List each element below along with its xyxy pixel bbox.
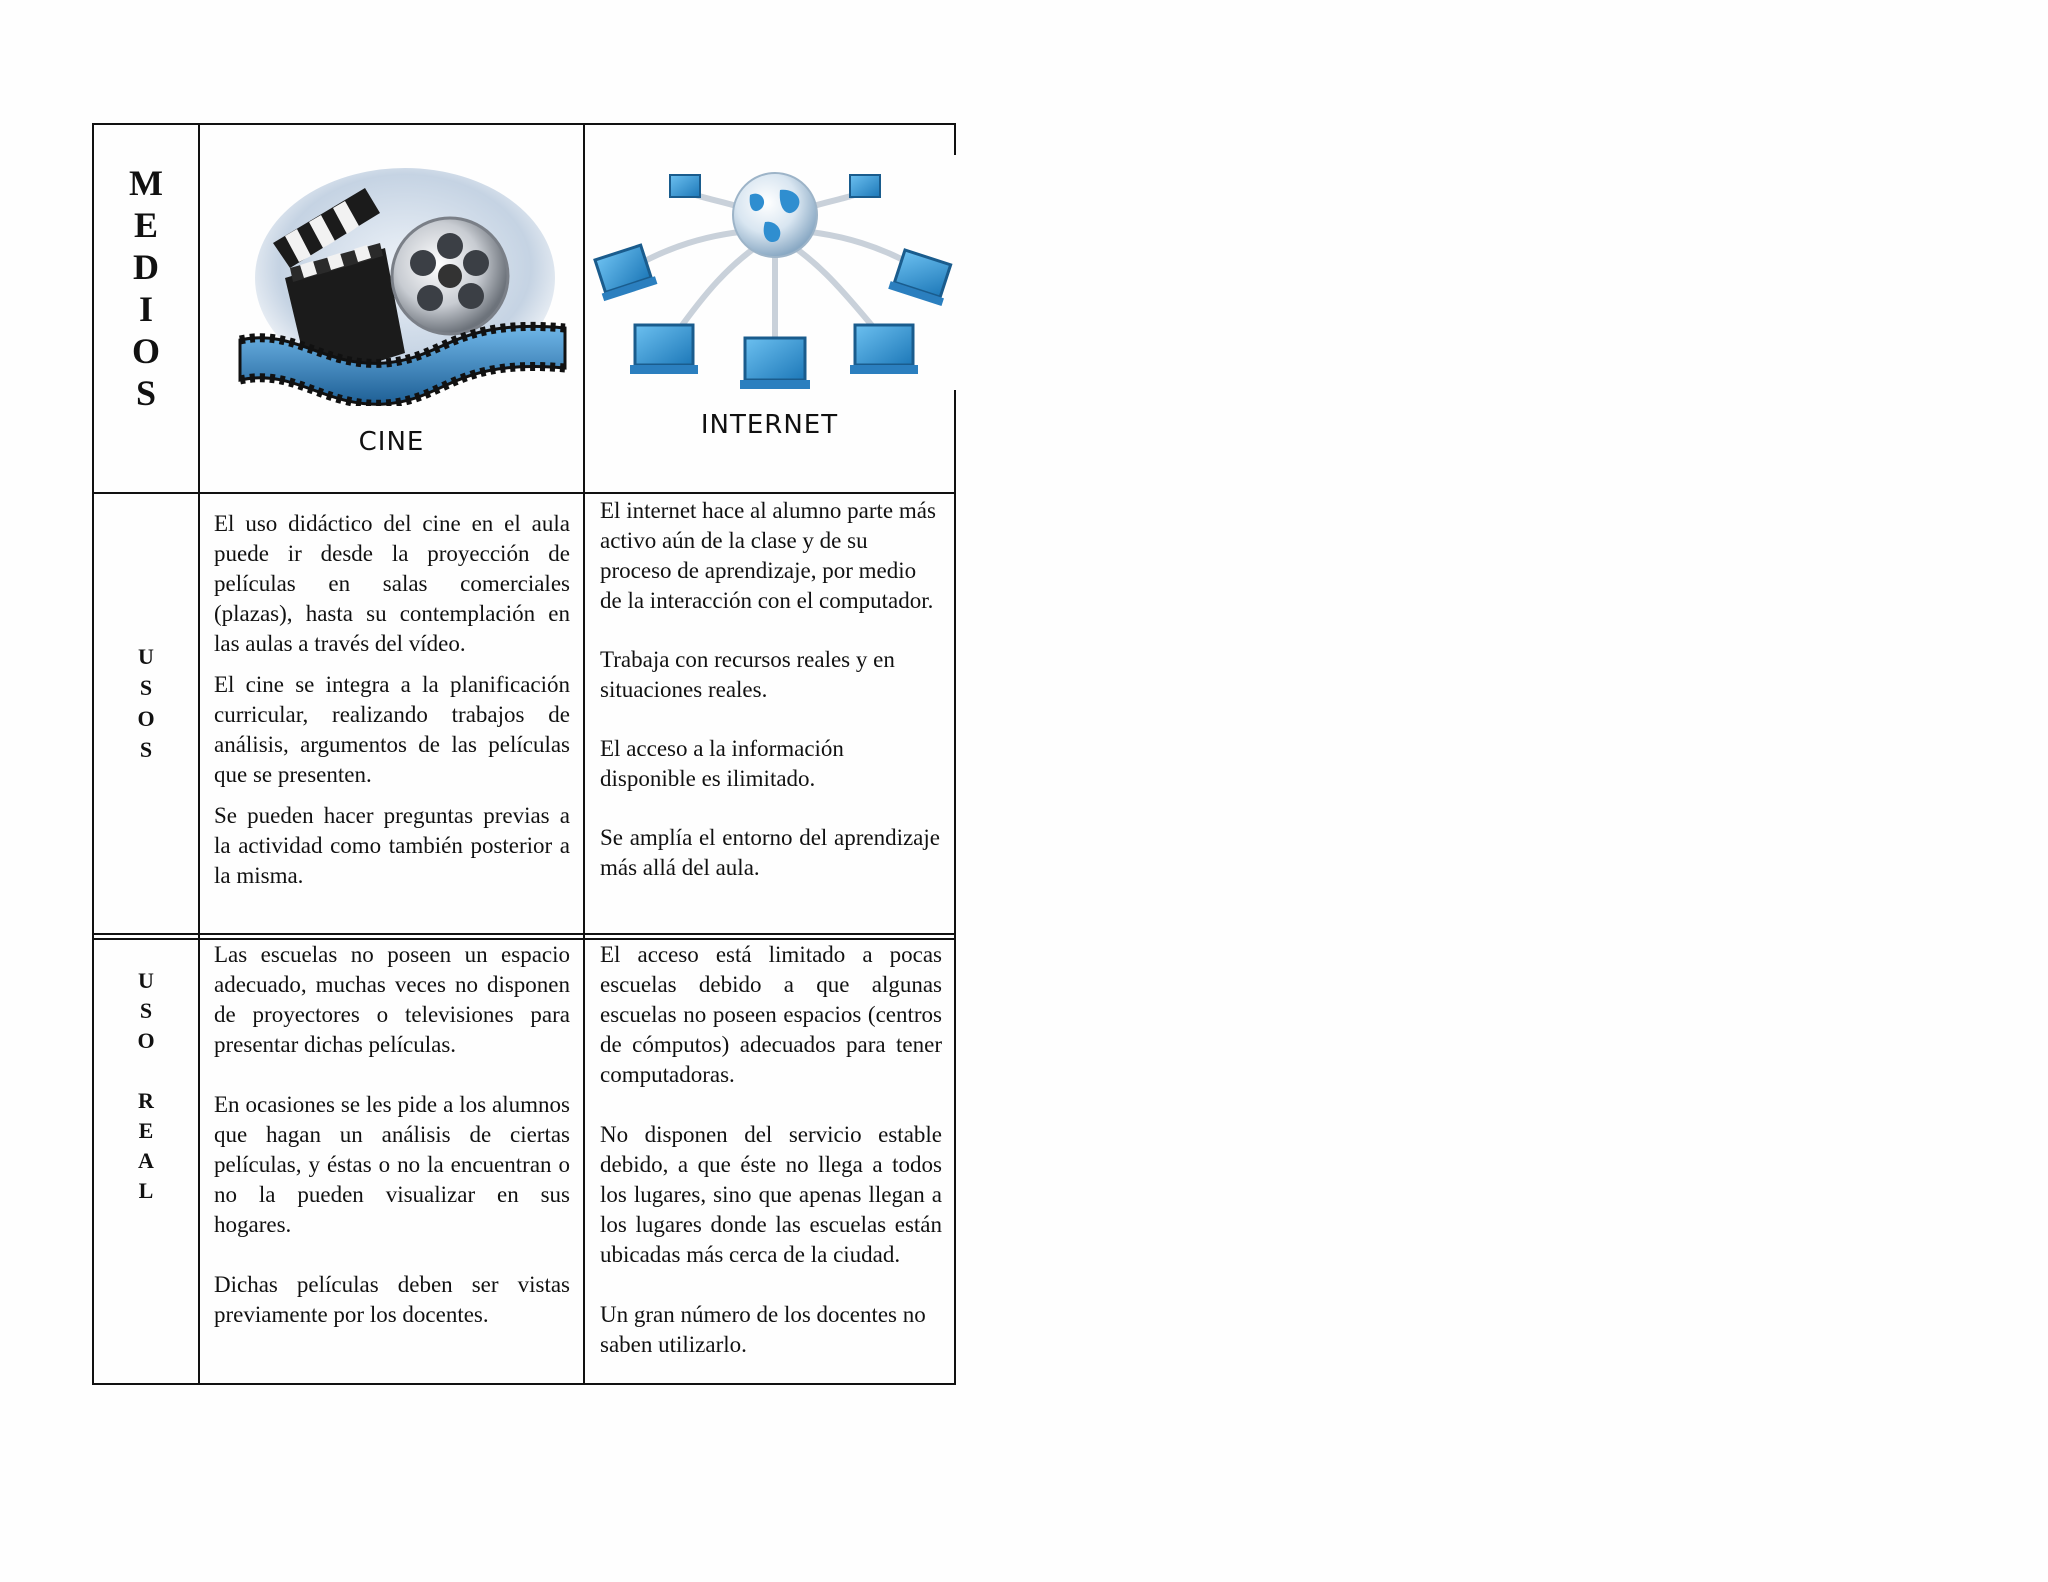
cine-title: CINE <box>358 427 425 457</box>
table-border-usos-bottom <box>92 933 956 935</box>
film-clapper-reel-icon <box>235 168 570 406</box>
usos-label: U S O S <box>137 644 155 762</box>
usos-internet-paragraph: El internet hace al alumno parte más activo aún de la clase y de su proceso de aprendizaje, por medio de la interacción con el computador. <box>600 498 936 613</box>
uso-real-cine-text <box>214 940 570 1330</box>
uso-real-internet-paragraph: El acceso está limitado a pocas escuelas debido a que algunas escuelas no poseen espacios (centros de cómputos) adecuados para tener computadoras. <box>600 942 942 1087</box>
uso-real-internet-text <box>600 940 942 1360</box>
usos-cine-paragraph: El cine se integra a la planificación curricular, realizando trabajos de análisis, argumentos de las películas que se presenten. <box>214 672 570 787</box>
table-border-bottom <box>92 1383 956 1385</box>
uso-real-cine-paragraph: Dichas películas deben ser vistas previamente por los docentes. <box>214 1272 570 1327</box>
medios-label: M E D I O S <box>129 163 163 413</box>
globe-network-laptops-icon <box>590 160 955 395</box>
usos-internet-text <box>600 496 940 883</box>
usos-internet-paragraph: El acceso a la información disponible es ilimitado. <box>600 736 844 791</box>
internet-title: INTERNET <box>700 410 839 440</box>
uso-real-label: U S O R E A L <box>137 968 155 1203</box>
usos-cine-paragraph: Se pueden hacer preguntas previas a la actividad como también posterior a la misma. <box>214 803 570 888</box>
internet-image <box>590 160 955 395</box>
table-border-top <box>92 123 956 125</box>
usos-cine-paragraph: El uso didáctico del cine en el aula puede ir desde la proyección de películas en salas comerciales (plazas), hasta su contemplación en las aulas a través del vídeo. <box>214 511 570 656</box>
uso-real-internet-paragraph: Un gran número de los docentes no saben utilizarlo. <box>600 1302 926 1357</box>
table-border-header-bottom <box>92 492 956 494</box>
table-divider-columns <box>583 123 585 1385</box>
cine-image <box>235 168 570 406</box>
uso-real-internet-paragraph: No disponen del servicio estable debido, a que éste no llega a todos los lugares, sino que apenas llegan a los lugares donde las escuelas están ubicadas más cerca de la ciudad. <box>600 1122 942 1267</box>
usos-internet-paragraph: Trabaja con recursos reales y en situaciones reales. <box>600 647 895 702</box>
table-divider-label <box>198 123 200 1385</box>
uso-real-cine-paragraph: En ocasiones se les pide a los alumnos que hagan un análisis de ciertas películas, y éstas o no la encuentran o no la pueden visualizar en sus hogares. <box>214 1092 570 1237</box>
usos-cine-text <box>214 509 570 891</box>
table-border-right-lower <box>954 390 956 1385</box>
table-border-right <box>954 123 956 155</box>
uso-real-cine-paragraph: Las escuelas no poseen un espacio adecuado, muchas veces no disponen de proyectores o televisiones para presentar dichas películas. <box>214 942 570 1057</box>
usos-internet-paragraph: Se amplía el entorno del aprendizaje más allá del aula. <box>600 825 940 880</box>
